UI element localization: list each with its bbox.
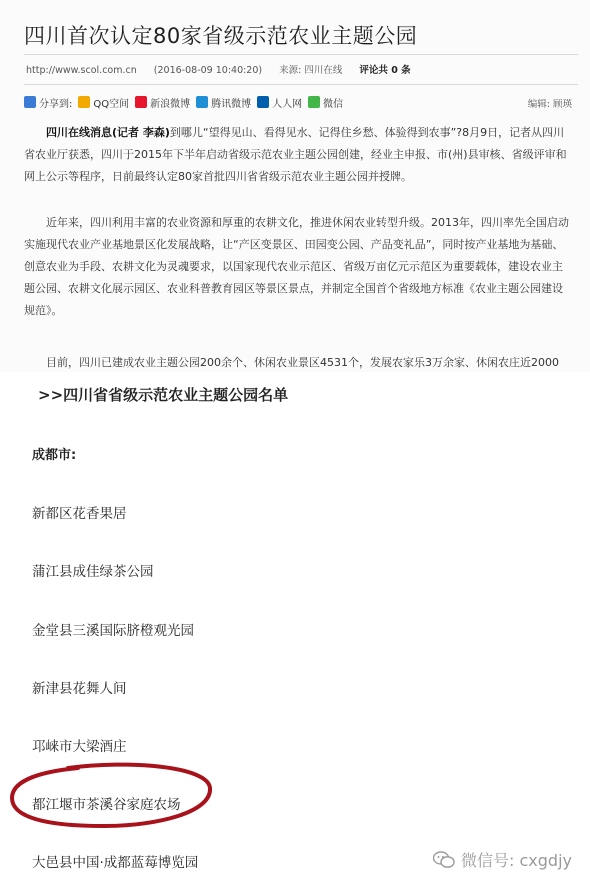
article-meta [26,62,425,76]
publish-datetime: (2016-08-09 10:40:20) [153,65,263,76]
paragraph-3: 目前，四川已建成农业主题公园200余个、休闲农业景区4531个，发展农家乐3万余家、休闲农庄近2000 [46,356,559,369]
paragraph-1 [24,122,570,188]
share-label: 分享到: [24,95,72,110]
dateline: 四川在线消息(记者 李森) [46,126,170,139]
article-screenshot [0,0,590,372]
share-qzone-button[interactable]: QQ空间 [78,95,129,110]
editor-credit: 编辑: 顾瑛 [527,99,572,110]
hand-drawn-circle-highlight [8,762,214,832]
share-wechat-button[interactable]: 微信 [308,95,343,110]
share-renren-button[interactable]: 人人网 [257,95,302,110]
comment-count[interactable]: 评论共 0 条 [359,65,411,76]
title-divider [24,54,578,55]
weibo-icon [135,96,147,108]
list-item: 蒲江县成佳绿茶公园 [32,564,154,580]
paragraph-1-body: 到哪儿“望得见山、看得见水、记得住乡愁、体验得到农事”?8月9日，记者从四川省农业厅获悉，四川于2015年下半年启动省级示范农业主题公园创建，经业主申报、市(州)县审核、省级评审和网上公示等程序，日前最终认定80家首批四川省省级示范农业主题公园并授牌。 [24,126,567,183]
list-item: 大邑县中国·成都蓝莓博览园 [32,855,199,871]
article-title: 四川首次认定80家省级示范农业主题公园 [24,24,418,48]
paragraph-2: 近年来，四川利用丰富的农业资源和厚重的农耕文化，推进休闲农业转型升级。2013年，四川率先全国启动实施现代农业产业基地景区化发展战略，让“产区变景区、田园变公园、产品变礼品”，同时按产业基地为基础、创意农业为手段、农耕文化为灵魂要求，以国家现代农业示范区、省级万亩亿元示范区为重要载体，建设农业主题公园、农耕文化展示园区、农业科普教育园区等景区景点，并制定全国首个省级地方标准《农业主题公园建设规范》。 [24,216,569,317]
source-url[interactable]: http://www.scol.com.cn [26,65,137,76]
list-heading: >>四川省省级示范农业主题公园名单 [38,386,289,404]
city-label: 成都市: [32,448,77,463]
tencent-weibo-icon [196,96,208,108]
wechat-watermark [433,848,572,871]
share-bar [24,94,349,110]
watermark-text: 微信号: cxgdjy [461,851,572,870]
wechat-icon [433,851,455,869]
renren-icon [257,96,269,108]
wechat-icon [308,96,320,108]
list-item: 新都区花香果居 [32,506,127,522]
list-item: 邛崃市大梁酒庄 [32,739,127,755]
list-item-highlighted: 都江堰市茶溪谷家庭农场 [32,797,181,813]
share-tencent-weibo-button[interactable]: 腾讯微博 [196,95,251,110]
share-weibo-button[interactable]: 新浪微博 [135,95,190,110]
qzone-icon [78,96,90,108]
source-label: 来源: 四川在线 [279,65,343,76]
share-icon [24,96,36,108]
meta-divider [24,84,578,85]
list-item: 新津县花舞人间 [32,681,127,697]
list-item: 金堂县三溪国际脐橙观光园 [32,623,194,639]
